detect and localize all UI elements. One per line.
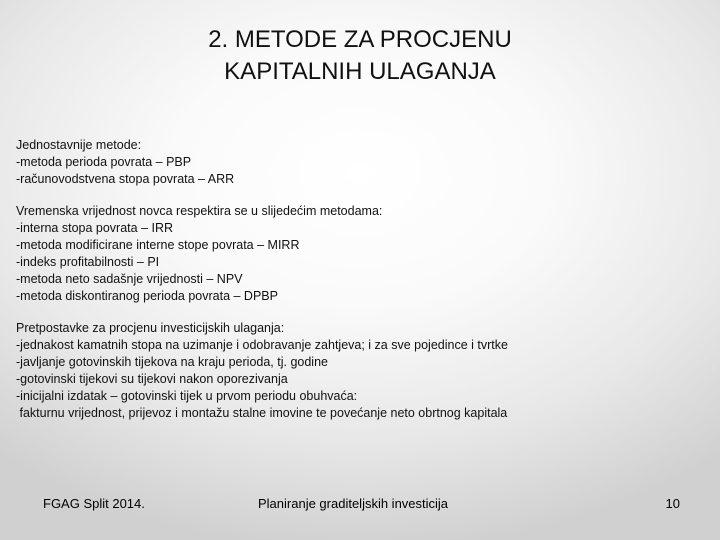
text-line: -metoda diskontiranog perioda povrata – DPBP [16,289,278,303]
text-line: -metoda perioda povrata – PBP [16,155,192,169]
text-line: -jednakost kamatnih stopa na uzimanje i odobravanje zahtjeva; i za sve pojedince i tvrtke [16,338,508,352]
footer-page-number: 10 [665,496,680,511]
block-assumptions [16,320,706,422]
text-line: -metoda neto sadašnje vrijednosti – NPV [16,272,243,286]
block-time-value-methods [16,203,706,305]
text-line: -indeks profitabilnosti – PI [16,255,160,269]
slide-title [60,24,660,88]
text-line: -računovodstvena stopa povrata – ARR [16,172,235,186]
title-line-1: 2. METODE ZA PROCJENU [208,26,512,53]
text-line: Pretpostavke za procjenu investicijskih ulaganja: [16,321,285,335]
text-line: -javljanje gotovinskih tijekova na kraju perioda, tj. godine [16,355,328,369]
block-simple-methods [16,137,706,188]
text-line: fakturnu vrijednost, prijevoz i montažu stalne imovine te povećanje neto obrtnog kapitala [16,406,508,420]
text-line: Vremenska vrijednost novca respektira se u slijedećim metodama: [16,204,383,218]
title-line-2: KAPITALNIH ULAGANJA [224,58,496,85]
footer-course-title: Planiranje graditeljskih investicija [258,496,449,511]
footer-institution: FGAG Split 2014. [43,496,145,511]
text-line: Jednostavnije metode: [16,138,142,152]
text-line: -interna stopa povrata – IRR [16,221,174,235]
text-line: -metoda modificirane interne stope povrata – MIRR [16,238,300,252]
text-line: -inicijalni izdatak – gotovinski tijek u prvom periodu obuhvaća: [16,389,358,403]
slide-body [16,137,706,437]
text-line: -gotovinski tijekovi su tijekovi nakon oporezivanja [16,372,288,386]
